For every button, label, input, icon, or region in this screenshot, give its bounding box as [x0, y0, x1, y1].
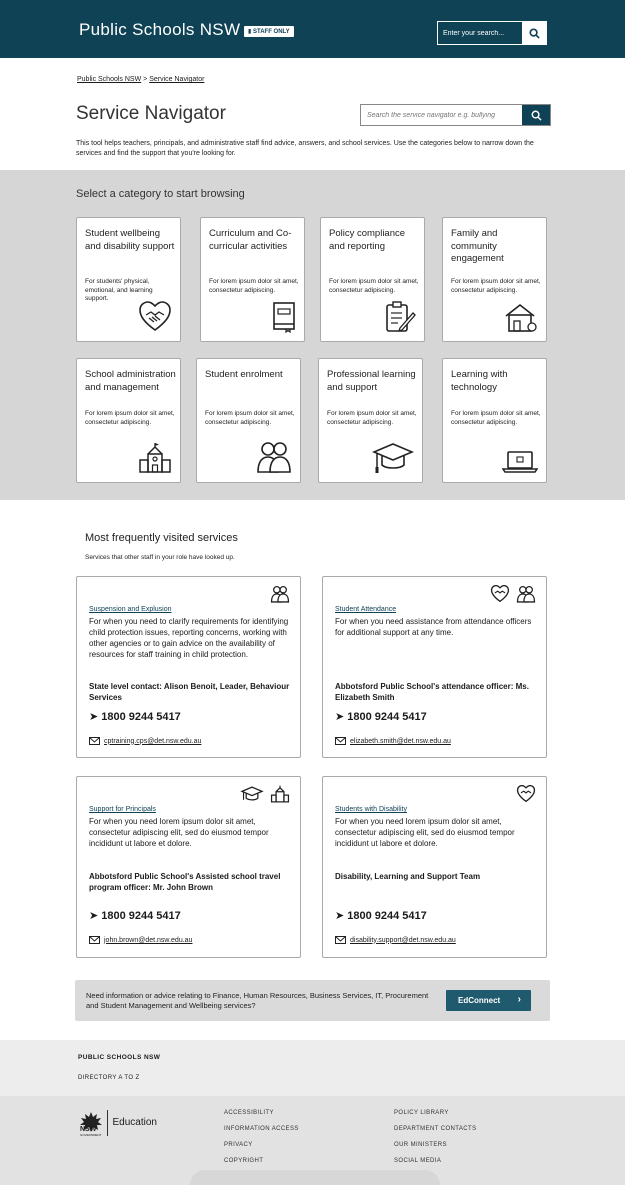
footer-directory-link[interactable]: DIRECTORY A TO Z	[78, 1075, 140, 1081]
service-card-disability	[322, 776, 547, 958]
category-card-policy[interactable]	[320, 217, 425, 342]
school-building-icon	[270, 785, 290, 803]
breadcrumb-separator: >	[143, 76, 148, 83]
staff-only-badge	[244, 26, 294, 37]
service-contact: State level contact: Alison Benoit, Leader, Behaviour Services	[89, 682, 290, 702]
breadcrumb	[77, 76, 204, 83]
category-name: Policy compliance and reporting	[329, 228, 406, 252]
floating-pill	[190, 1170, 440, 1185]
breadcrumb-home[interactable]: Public Schools NSW	[77, 76, 142, 83]
category-card-curriculum[interactable]	[200, 217, 305, 342]
edconnect-button[interactable]	[446, 990, 531, 1011]
chevron-right-icon: ›	[517, 994, 521, 1005]
phone-number: 1800 9244 5417	[347, 710, 427, 723]
service-link[interactable]: Student Attendance	[335, 606, 397, 613]
email-address: elizabeth.smith@det.nsw.edu.au	[350, 737, 451, 745]
category-heading: Select a category to start browsing	[76, 188, 245, 200]
staff-only-label: STAFF ONLY	[252, 29, 290, 35]
navigator-search-input[interactable]	[361, 105, 522, 125]
graduation-cap-icon	[372, 440, 414, 474]
edconnect-banner	[75, 980, 550, 1021]
search-icon	[531, 110, 542, 121]
category-desc: For lorem ipsum dolor sit amet, consectetur adipiscing.	[451, 410, 541, 426]
header-search	[437, 21, 547, 45]
handshake-heart-icon	[138, 301, 172, 333]
footer-link[interactable]: COPYRIGHT	[224, 1158, 264, 1164]
edconnect-button-label: EdConnect	[458, 996, 501, 1005]
nsw-logo-subtext: GOVERNMENT	[80, 1133, 102, 1137]
footer-links-col1	[224, 1105, 299, 1169]
service-phone[interactable]	[89, 710, 181, 723]
navigator-search-button[interactable]	[522, 105, 550, 125]
category-card-wellbeing[interactable]	[76, 217, 181, 342]
category-desc: For students' physical, emotional, and learning support.	[85, 278, 153, 302]
phone-icon: ➤	[89, 910, 99, 922]
site-header	[0, 0, 625, 58]
site-brand[interactable]: Public Schools NSW	[79, 20, 241, 39]
service-card-attendance	[322, 576, 547, 758]
email-address: disability.support@det.nsw.edu.au	[350, 936, 456, 944]
footer-link[interactable]: POLICY LIBRARY	[394, 1110, 449, 1116]
category-card-technology[interactable]	[442, 358, 547, 483]
phone-number: 1800 9244 5417	[101, 710, 181, 723]
people-icon	[256, 440, 292, 474]
category-card-administration[interactable]	[76, 358, 181, 483]
footer-top	[0, 1040, 625, 1096]
phone-icon: ➤	[89, 711, 99, 723]
footer-link[interactable]: OUR MINISTERS	[394, 1142, 447, 1148]
footer-link[interactable]: DEPARTMENT CONTACTS	[394, 1126, 477, 1132]
envelope-icon	[89, 737, 100, 745]
frequent-heading: Most frequently visited services	[85, 532, 238, 544]
category-name: Curriculum and Co-curricular activities	[209, 228, 292, 252]
footer-links-col2	[394, 1105, 477, 1169]
category-card-family[interactable]	[442, 217, 547, 342]
people-icon	[516, 585, 536, 603]
service-email[interactable]	[89, 737, 201, 745]
category-name: Professional learning and support	[327, 369, 416, 393]
intro-text: This tool helps teachers, principals, and administrative staff find advice, answers, and school services. Use the categories below to narrow down the services and find the support that you're looking for.	[76, 140, 534, 157]
service-phone[interactable]	[89, 909, 181, 922]
handshake-heart-icon	[490, 585, 510, 603]
service-email[interactable]	[89, 936, 192, 944]
service-email[interactable]	[335, 936, 456, 944]
nsw-logo-text: NSW	[80, 1126, 97, 1133]
service-contact: Disability, Learning and Support Team	[335, 872, 481, 881]
house-icon	[504, 303, 538, 333]
category-name: Student wellbeing and disability support	[85, 228, 175, 252]
nsw-education-logo	[78, 1108, 157, 1137]
service-link[interactable]: Suspension and Explusion	[89, 606, 172, 613]
category-name: Student enrolment	[205, 369, 283, 380]
service-phone[interactable]	[335, 710, 427, 723]
service-contact: Abbotsford Public School's attendance officer: Ms. Elizabeth Smith	[335, 682, 529, 702]
category-name: Family and community engagement	[451, 228, 504, 264]
category-desc: For lorem ipsum dolor sit amet, consectetur adipiscing.	[327, 410, 417, 426]
category-desc: For lorem ipsum dolor sit amet, consectetur adipiscing.	[329, 278, 419, 294]
service-card-suspension	[76, 576, 301, 758]
header-search-button[interactable]	[522, 22, 546, 44]
service-phone[interactable]	[335, 909, 427, 922]
envelope-icon	[335, 936, 346, 944]
header-search-input[interactable]	[438, 22, 522, 44]
page-title: Service Navigator	[76, 103, 226, 124]
footer-brand[interactable]: PUBLIC SCHOOLS NSW	[78, 1054, 161, 1061]
service-contact: Abbotsford Public School's Assisted school travel program officer: Mr. John Brown	[89, 872, 281, 892]
service-link[interactable]: Students with Disability	[335, 806, 407, 813]
phone-icon: ➤	[335, 910, 345, 922]
footer-link[interactable]: INFORMATION ACCESS	[224, 1126, 299, 1132]
envelope-icon	[89, 936, 100, 944]
email-address: john.brown@det.nsw.edu.au	[104, 936, 193, 944]
phone-number: 1800 9244 5417	[347, 909, 427, 922]
email-address: cptraining.cps@det.nsw.edu.au	[104, 737, 202, 745]
footer-link[interactable]: SOCIAL MEDIA	[394, 1158, 442, 1164]
handshake-heart-icon	[516, 785, 536, 803]
footer-link[interactable]: ACCESSIBILITY	[224, 1110, 274, 1116]
service-desc: For when you need to clarify requirements for identifying child protection issues, reporting concerns, working with other agencies or to gain advice on the availability of resources for staff training in child protection.	[89, 617, 289, 659]
envelope-icon	[335, 737, 346, 745]
category-name: School administration and management	[85, 369, 176, 393]
navigator-search	[360, 104, 551, 126]
service-link[interactable]: Support for Principals	[89, 806, 156, 813]
search-icon	[529, 28, 540, 39]
frequent-subheading: Services that other staff in your role have looked up.	[85, 554, 235, 561]
phone-icon: ➤	[335, 711, 345, 723]
lock-icon: ▮	[248, 29, 252, 35]
category-card-professional-learning[interactable]	[318, 358, 423, 483]
category-name: Learning with technology	[451, 369, 508, 393]
category-desc: For lorem ipsum dolor sit amet, consectetur adipiscing.	[85, 410, 175, 426]
edconnect-text: Need information or advice relating to Finance, Human Resources, Business Services, IT, Procurement and Student Management and Wellbeing services?	[86, 991, 429, 1010]
category-desc: For lorem ipsum dolor sit amet, consectetur adipiscing.	[209, 278, 299, 294]
category-desc: For lorem ipsum dolor sit amet, consectetur adipiscing.	[205, 410, 295, 426]
footer-link[interactable]: PRIVACY	[224, 1142, 253, 1148]
service-desc: For when you need lorem ipsum dolor sit amet, consectetur adipiscing elit, sed do eiusmod tempor incididunt ut labore et dolore.	[335, 817, 515, 848]
people-icon	[270, 585, 290, 603]
breadcrumb-current[interactable]: Service Navigator	[149, 76, 205, 83]
category-desc: For lorem ipsum dolor sit amet, consectetur adipiscing.	[451, 278, 541, 294]
laptop-icon	[502, 450, 538, 474]
graduation-cap-icon	[240, 785, 264, 803]
service-card-principals	[76, 776, 301, 958]
book-icon	[272, 301, 296, 333]
clipboard-icon	[384, 301, 416, 333]
school-building-icon	[138, 442, 172, 474]
service-email[interactable]	[335, 737, 451, 745]
service-desc: For when you need assistance from attendance officers for additional support at any time.	[335, 617, 532, 637]
phone-number: 1800 9244 5417	[101, 909, 181, 922]
category-card-enrolment[interactable]	[196, 358, 301, 483]
service-desc: For when you need lorem ipsum dolor sit amet, consectetur adipiscing elit, sed do eiusmod tempor incididunt ut labore et dolore.	[89, 817, 269, 848]
education-wordmark: Education	[107, 1110, 157, 1136]
